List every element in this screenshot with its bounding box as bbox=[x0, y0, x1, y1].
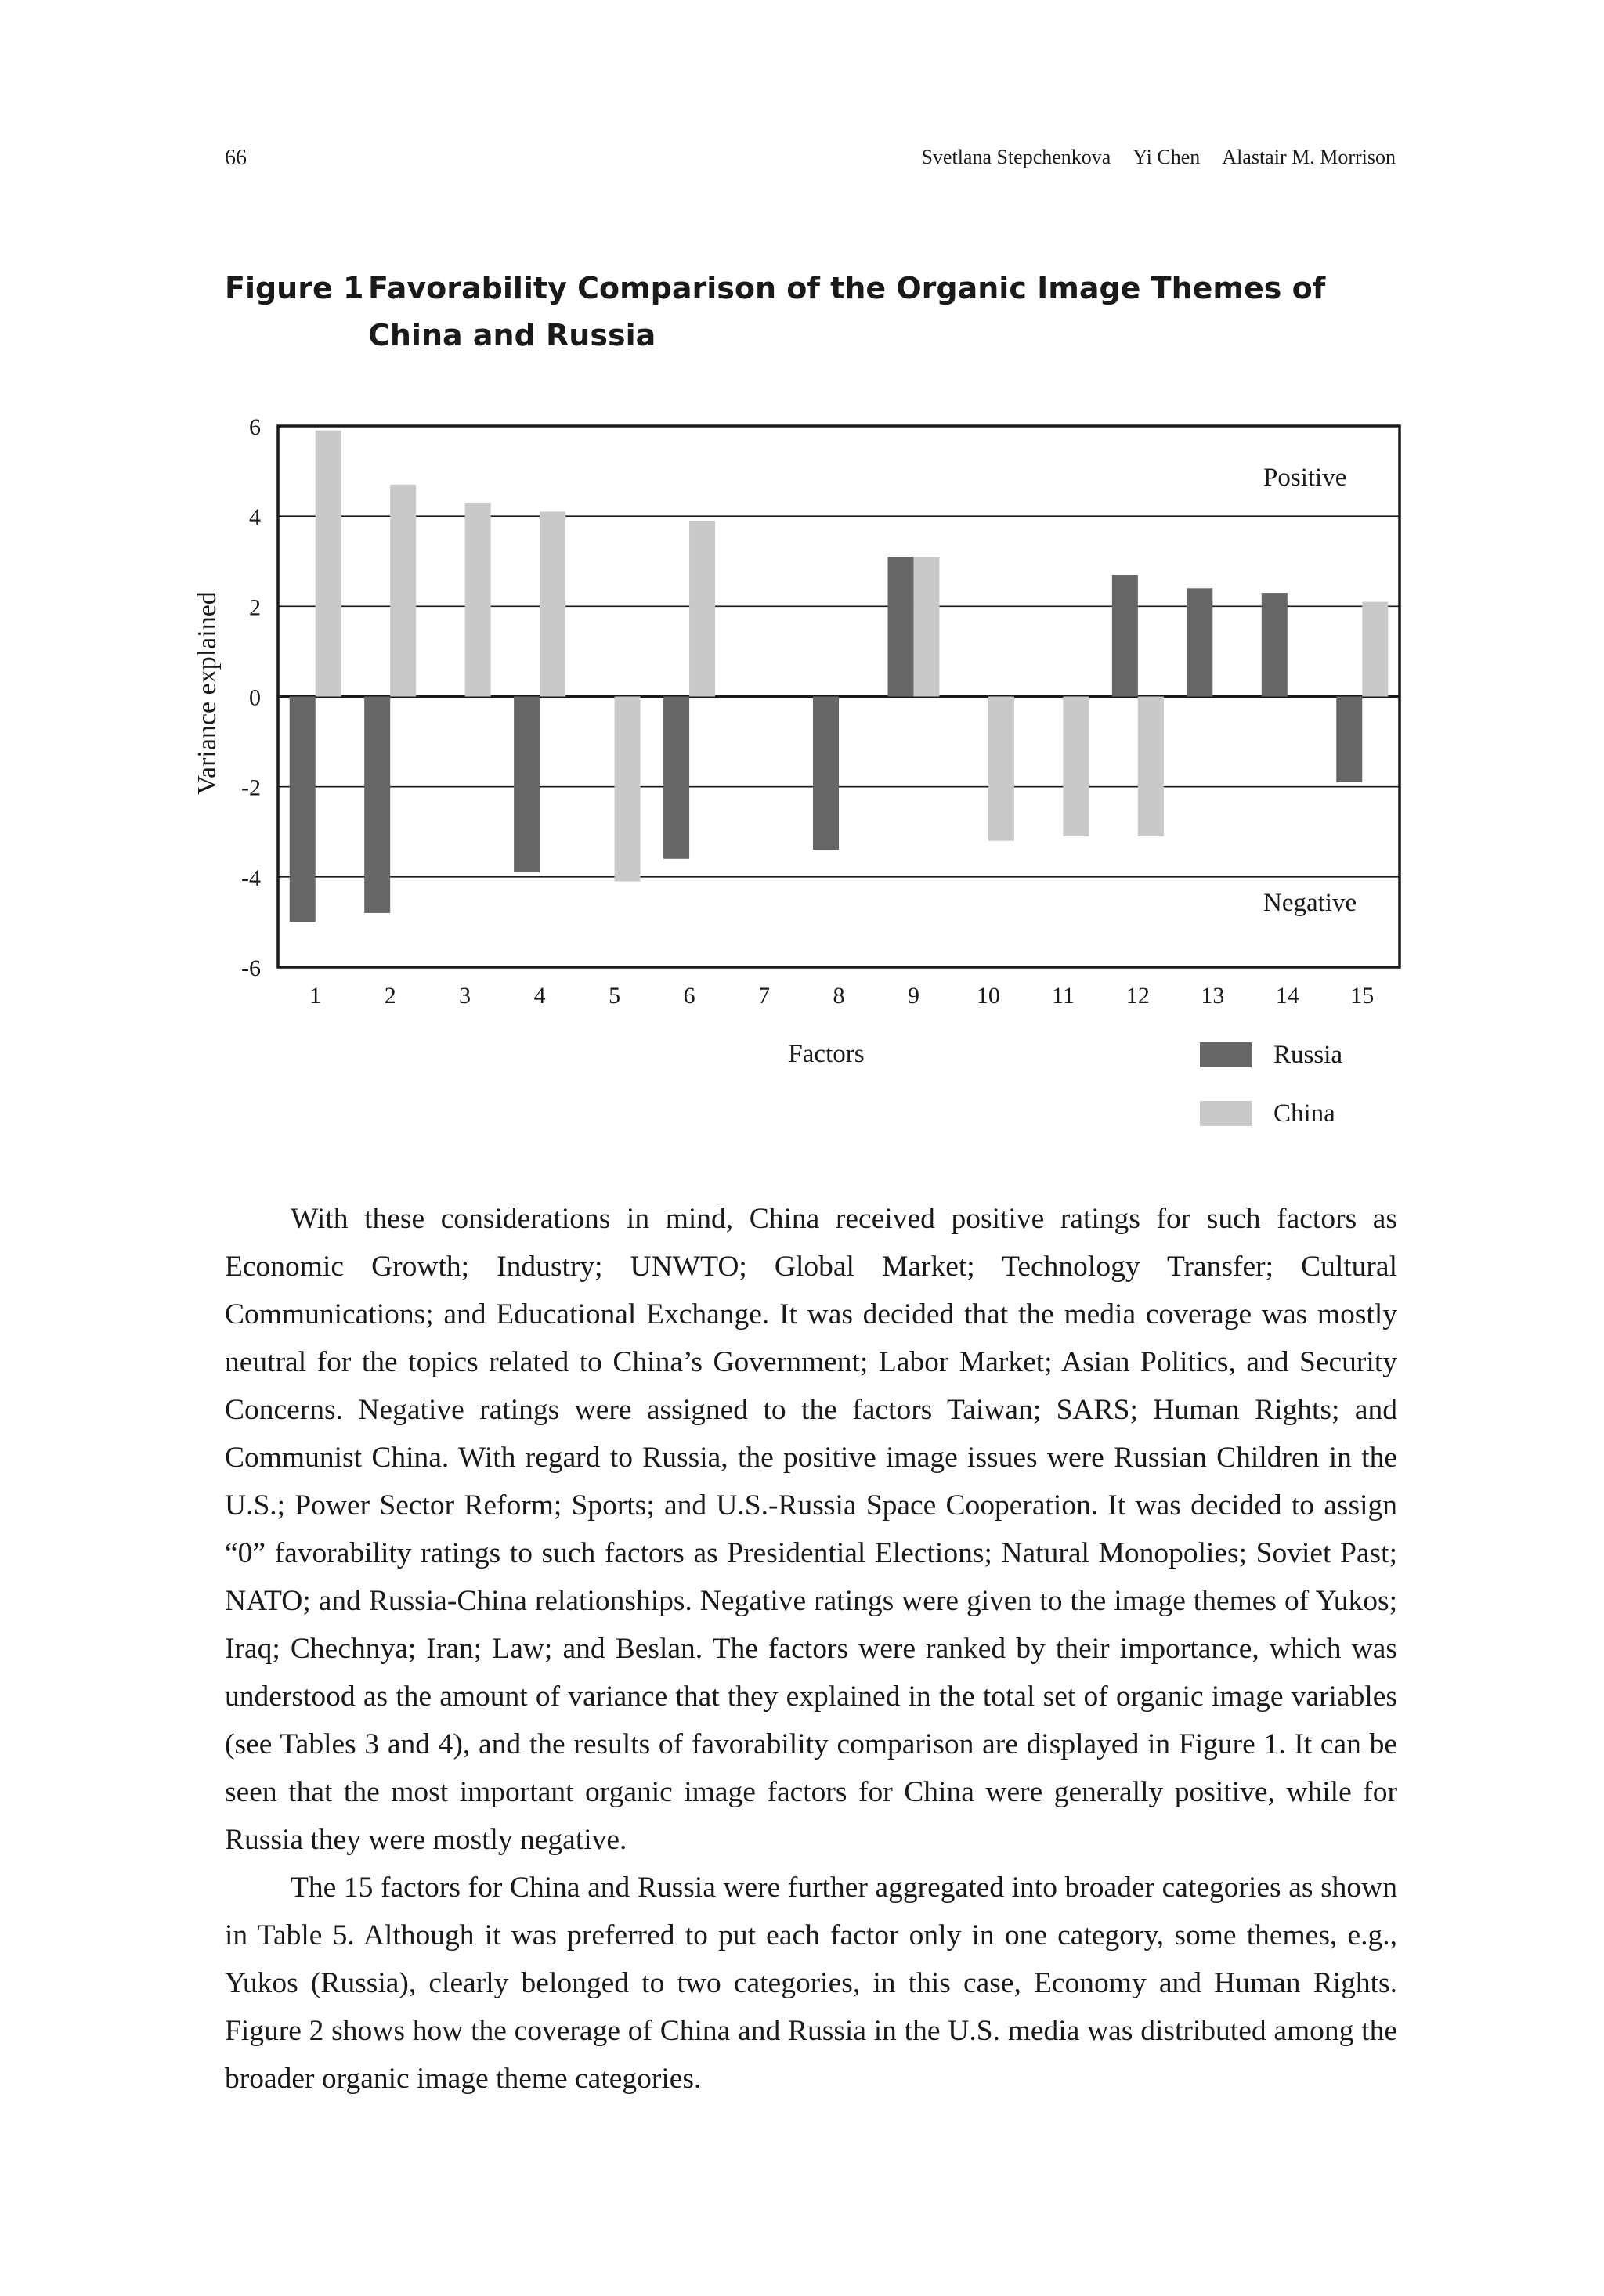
legend-label-china: China bbox=[1273, 1099, 1335, 1128]
y-axis-label: Variance explained bbox=[193, 591, 222, 795]
y-tick-label: 0 bbox=[249, 684, 261, 711]
body-paragraph: The 15 factors for China and Russia were further aggregated into broader categories as shown in Table 5. Although it was preferred to put each factor only in one category, some themes, e.g., Yukos (Russia), clearly belonged to two categories, in this case, Economy and Human Rights. Figure 2 shows how the coverage of China and Russia in the U.S. media was distributed among the broader organic image theme categories. bbox=[225, 1872, 1397, 2095]
bar-russia-4 bbox=[514, 697, 540, 873]
bar-russia-6 bbox=[663, 697, 689, 859]
bar-russia-9 bbox=[887, 557, 913, 697]
x-tick-label: 10 bbox=[976, 983, 1000, 1009]
bar-chart bbox=[180, 399, 1402, 1151]
bar-china-1 bbox=[316, 431, 341, 697]
x-tick-label: 4 bbox=[533, 983, 546, 1009]
figure-label: Figure 1 bbox=[225, 271, 364, 305]
y-tick-labels bbox=[241, 414, 261, 981]
bar-russia-8 bbox=[813, 697, 839, 850]
author-name: Svetlana Stepchenkova bbox=[921, 146, 1111, 168]
y-tick-label: 2 bbox=[249, 594, 261, 621]
x-tick-label: 13 bbox=[1201, 983, 1225, 1009]
author-name: Yi Chen bbox=[1133, 146, 1201, 168]
x-tick-label: 15 bbox=[1350, 983, 1375, 1009]
bar-china-4 bbox=[540, 511, 565, 696]
bar-china-5 bbox=[615, 697, 641, 882]
negative-annotation: Negative bbox=[1263, 889, 1357, 917]
bar-china-15 bbox=[1362, 602, 1388, 697]
body-paragraph: With these considerations in mind, China received positive ratings for such factors as Economic Growth; Industry; UNWTO; Global Market; Technology Transfer; Cultural Communications; and Educational Exchange. It was decided that the media coverage was mostly neutral for the topics related to China’s Government; Labor Market; Asian Politics, and Security Concerns. Negative ratings were assigned to the factors Taiwan; SARS; Human Rights; and Communist China. With regard to Russia, the positive image issues were Russian Children in the U.S.; Power Sector Reform; Sports; and U.S.-Russia Space Cooperation. It was decided to assign “0” favorability ratings to such factors as Presidential Elections; Natural Monopolies; Soviet Past; NATO; and Russia-China relationships. Negative ratings were given to the image themes of Yukos; Iraq; Chechnya; Iran; Law; and Beslan. The factors were ranked by their importance, which was understood as the amount of variance that they explained in the total set of organic image variables (see Tables 3 and 4), and the results of favorability comparison are displayed in Figure 1. It can be seen that the most important organic image factors for China were generally positive, while for Russia they were mostly negative. bbox=[225, 1203, 1397, 1856]
page-number: 66 bbox=[225, 146, 247, 170]
bar-russia-15 bbox=[1336, 697, 1362, 782]
x-tick-label: 8 bbox=[833, 983, 845, 1009]
figure-caption bbox=[225, 265, 1400, 359]
figure-title: Favorability Comparison of the Organic Image Themes of China and Russia bbox=[368, 271, 1326, 352]
x-tick-labels bbox=[309, 983, 1374, 1009]
x-tick-label: 7 bbox=[758, 983, 771, 1009]
bars bbox=[290, 431, 1389, 922]
y-tick-label: -4 bbox=[241, 865, 261, 891]
y-tick-label: -6 bbox=[241, 955, 261, 981]
legend-swatch-china bbox=[1200, 1101, 1252, 1126]
bar-china-3 bbox=[465, 503, 491, 697]
x-axis-label: Factors bbox=[788, 1040, 865, 1068]
bar-russia-1 bbox=[290, 697, 316, 922]
legend-swatch-russia bbox=[1200, 1042, 1252, 1067]
y-tick-label: 4 bbox=[249, 504, 261, 531]
body-text bbox=[225, 1195, 1397, 2103]
legend bbox=[1200, 1041, 1342, 1128]
author-name: Alastair M. Morrison bbox=[1222, 146, 1396, 168]
bar-china-9 bbox=[913, 557, 939, 697]
y-tick-label: 6 bbox=[249, 414, 261, 440]
bar-russia-12 bbox=[1112, 575, 1138, 696]
legend-label-russia: Russia bbox=[1273, 1041, 1343, 1069]
x-tick-label: 3 bbox=[459, 983, 471, 1009]
bar-china-2 bbox=[390, 485, 416, 697]
bar-china-12 bbox=[1138, 697, 1164, 837]
x-tick-label: 2 bbox=[384, 983, 396, 1009]
y-tick-label: -2 bbox=[241, 774, 261, 801]
x-tick-label: 12 bbox=[1125, 983, 1150, 1009]
x-tick-label: 9 bbox=[907, 983, 919, 1009]
x-tick-label: 14 bbox=[1275, 983, 1299, 1009]
bar-russia-2 bbox=[364, 697, 390, 913]
bar-russia-13 bbox=[1187, 588, 1212, 696]
x-tick-label: 6 bbox=[683, 983, 695, 1009]
x-tick-label: 11 bbox=[1051, 983, 1075, 1009]
positive-annotation: Positive bbox=[1263, 464, 1347, 492]
bar-russia-14 bbox=[1262, 593, 1288, 696]
bar-china-6 bbox=[689, 521, 715, 697]
bar-china-10 bbox=[988, 697, 1014, 841]
x-tick-label: 1 bbox=[309, 983, 322, 1009]
bar-china-11 bbox=[1063, 697, 1089, 837]
running-head-authors bbox=[921, 146, 1396, 169]
x-tick-label: 5 bbox=[609, 983, 621, 1009]
